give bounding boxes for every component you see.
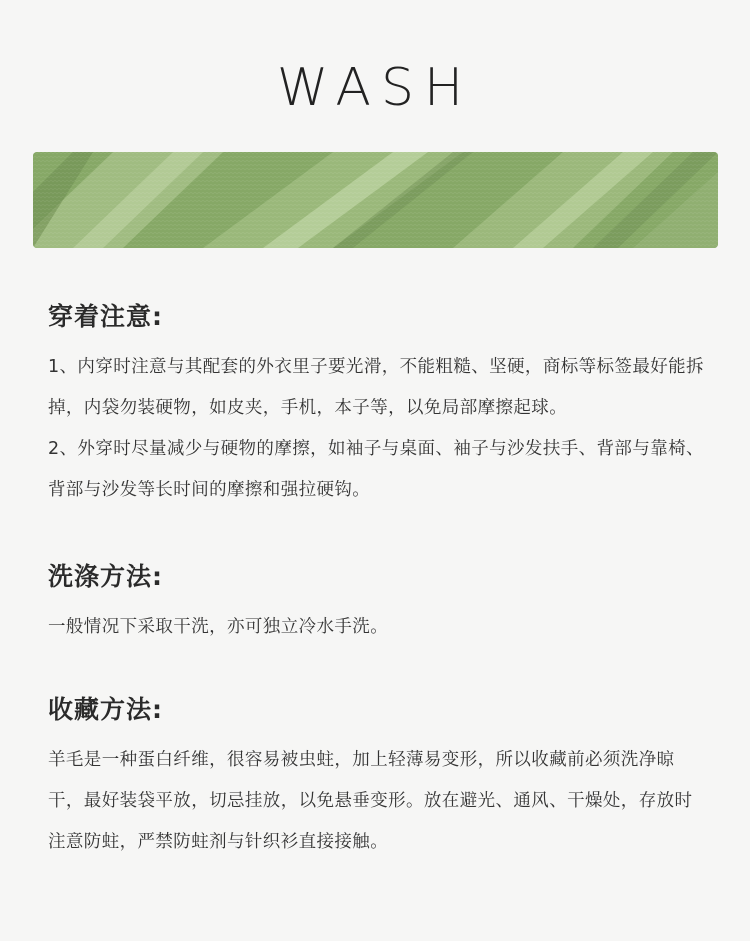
paragraph: 羊毛是一种蛋白纤维，很容易被虫蛀，加上轻薄易变形，所以收藏前必须洗净晾干，最好装袋平放，切忌挂放，以免悬垂变形。放在避光、通风、干燥处，存放时注意防蛀，严禁防蛀剂与针织衫直接接触。 bbox=[48, 750, 693, 852]
paragraph: 一般情况下采取干洗，亦可独立冷水手洗。 bbox=[48, 617, 389, 637]
fabric-texture-image bbox=[33, 152, 718, 248]
section-wearing-notes bbox=[48, 299, 708, 511]
section-storage-method bbox=[48, 692, 708, 863]
section-heading: 收藏方法: bbox=[48, 695, 163, 724]
section-heading: 穿着注意: bbox=[48, 302, 163, 331]
section-heading: 洗涤方法: bbox=[48, 562, 163, 591]
section-washing-method bbox=[48, 559, 708, 648]
paragraph: 2、外穿时尽量减少与硬物的摩擦，如袖子与桌面、袖子与沙发扶手、背部与靠椅、背部与沙发等长时间的摩擦和强拉硬钩。 bbox=[48, 439, 704, 500]
page-title: WASH bbox=[276, 58, 474, 118]
paragraph: 1、内穿时注意与其配套的外衣里子要光滑，不能粗糙、坚硬，商标等标签最好能拆掉，内袋勿装硬物，如皮夹，手机，本子等，以免局部摩擦起球。 bbox=[48, 357, 704, 418]
